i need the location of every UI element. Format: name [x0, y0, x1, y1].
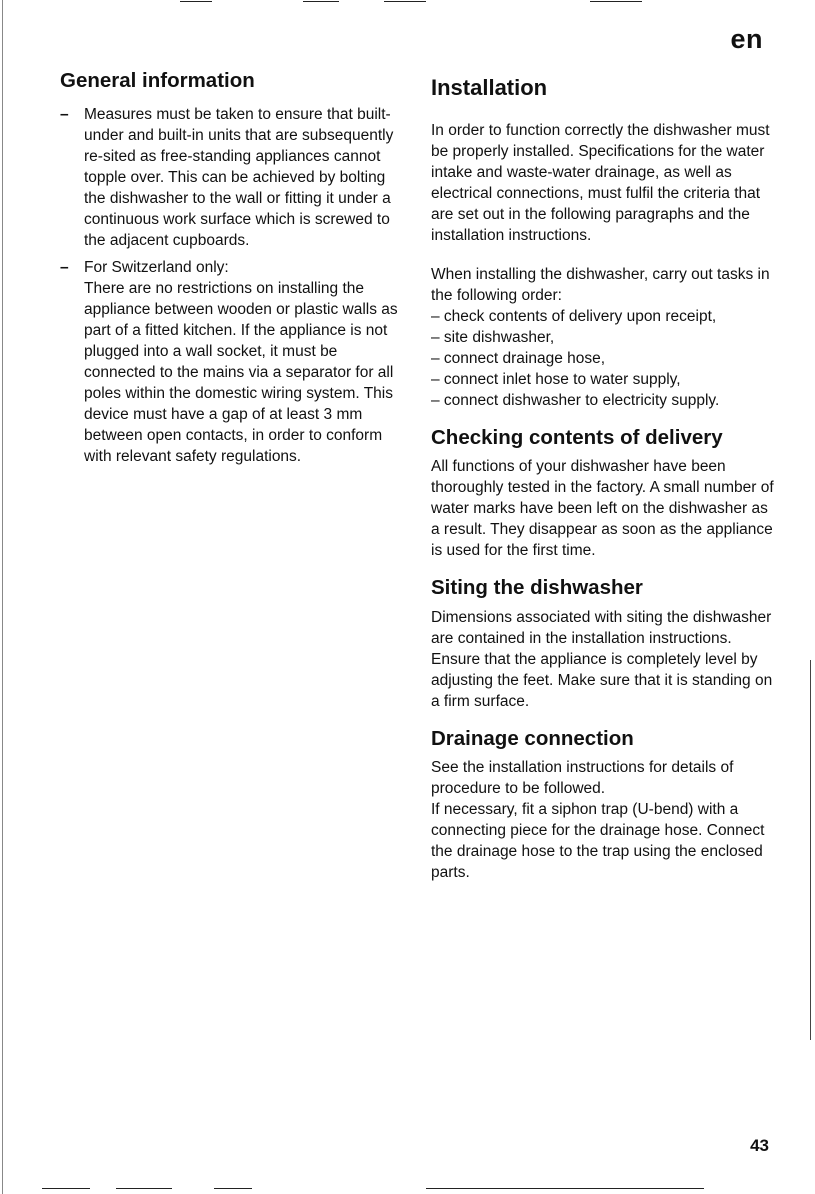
- checking-section: [431, 425, 779, 562]
- bottom-rule-3: [214, 1188, 252, 1189]
- siting-section: [431, 575, 779, 712]
- drainage-text-2: If necessary, fit a siphon trap (U-bend) with a connecting piece for the drainage hose. Connect the drainage hose to the trap using the enclosed parts.: [431, 801, 765, 882]
- bullet-item-switzerland: [60, 257, 405, 467]
- bullet-dash: –: [60, 105, 69, 123]
- drainage-text-1: See the installation instructions for details of procedure to be followed.: [431, 759, 734, 798]
- bullet-item-topple: [60, 104, 405, 251]
- page-number: 43: [750, 1136, 769, 1155]
- bottom-rule-4: [426, 1188, 704, 1189]
- installation-task-list: [431, 306, 779, 411]
- task-item: – connect drainage hose,: [431, 349, 606, 367]
- top-rule-2: [303, 1, 339, 2]
- bullet-text: Measures must be taken to ensure that built-under and built-in units that are subsequently re-sited as free-standing appliances cannot topple over. This can be achieved by bolting the dishwasher to the wall or fitting it under a continuous work surface which is screwed to the adjacent cupboards.: [84, 105, 394, 249]
- checking-heading: Checking contents of delivery: [431, 425, 723, 449]
- bottom-rule-2: [116, 1188, 172, 1189]
- right-edge-line: [810, 660, 811, 1040]
- installation-section: [431, 74, 779, 411]
- top-rule-1: [180, 1, 212, 2]
- bullet-title: For Switzerland only:: [84, 258, 229, 276]
- siting-heading: Siting the dishwasher: [431, 576, 643, 600]
- general-information-heading: General information: [60, 69, 255, 92]
- task-item: – check contents of delivery upon receipt,: [431, 307, 717, 325]
- drainage-heading: Drainage connection: [431, 726, 634, 750]
- left-column: [60, 68, 405, 473]
- task-item: – connect dishwasher to electricity supply.: [431, 391, 720, 409]
- checking-text: All functions of your dishwasher have been thoroughly tested in the factory. A small number of water marks have been left on the dishwasher as a result. They disappear as soon as the appliance is used for the first time.: [431, 458, 774, 560]
- task-item: – site dishwasher,: [431, 328, 555, 346]
- left-edge-line: [2, 0, 3, 1194]
- right-column: [431, 68, 779, 883]
- drainage-section: [431, 726, 779, 884]
- top-rule-3: [384, 1, 426, 2]
- top-rule-4: [590, 1, 642, 2]
- general-information-list: [60, 104, 405, 467]
- installation-heading: Installation: [431, 75, 548, 100]
- task-item: – connect inlet hose to water supply,: [431, 370, 681, 388]
- installation-tasks-intro: When installing the dishwasher, carry out tasks in the following order:: [431, 265, 770, 304]
- bullet-text: There are no restrictions on installing the appliance between wooden or plastic walls as part of a fitted kitchen. If the appliance is not plugged into a wall socket, it must be connected to the mains via a separator for all poles within the domestic wiring system. This device must have a gap of at least 3 mm between open contacts, in order to conform with relevant safety regulations.: [84, 279, 398, 465]
- bottom-rule-1: [42, 1188, 90, 1189]
- installation-intro: In order to function correctly the dishwasher must be properly installed. Specifications for the water intake and waste-water drainage, as well as electrical connections, must fulfil the criteria that are set out in the following paragraphs and the installation instructions.: [431, 121, 770, 244]
- language-tag: en: [730, 24, 763, 54]
- bullet-dash: –: [60, 258, 69, 276]
- siting-text: Dimensions associated with siting the dishwasher are contained in the installation instructions. Ensure that the appliance is completely level by adjusting the feet. Make sure that it is standing on a firm surface.: [431, 608, 773, 710]
